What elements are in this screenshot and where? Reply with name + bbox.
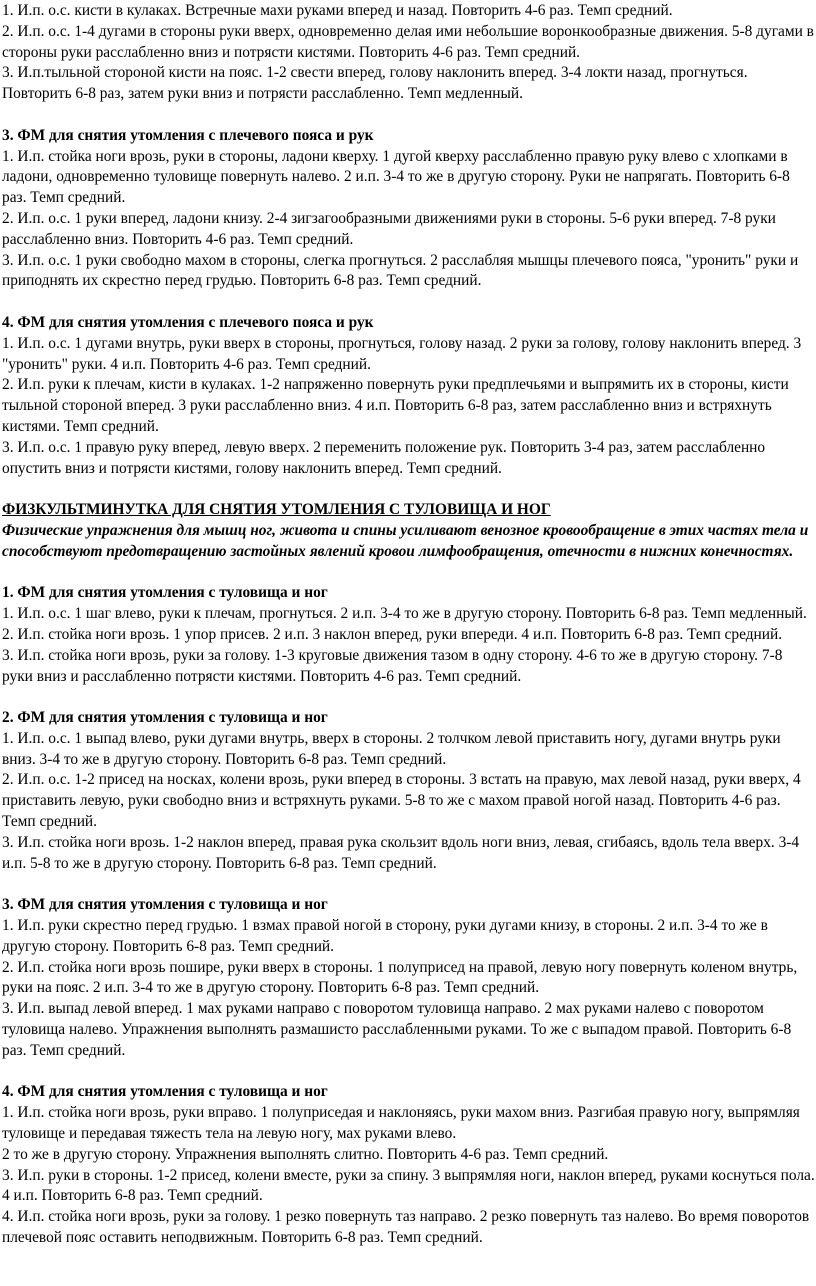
exercise-item: 1. И.п. стойка ноги врозь, руки в стороны, ладони кверху. 1 дугой кверху расслабленно правую руку влево с хлопками в ладони, одновременно туловище повернуть налево. 2 и.п. 3-4 то же в другую сторону. Руки не напрягать. Повторить 6-8 раз. Темп средний. — [2, 147, 790, 207]
spacer — [2, 874, 815, 895]
exercise-item: 3. И.п. о.с. 1 правую руку вперед, левую вверх. 2 переменить положение рук. Повторить 3-4 раз, затем расслабленно опустить вниз и потрясти кистями, голову наклонить вперед. Темп средний. — [2, 438, 766, 477]
exercise-item: 3. И.п. выпад левой вперед. 1 мах руками направо с поворотом туловища направо. 2 мах руками налево с поворотом туловища налево. Упражнения выполнять размашисто расслабленными руками. То же с выпадом правой. Повторить 6-8 раз. Темп средний. — [2, 1000, 792, 1059]
exercise-block-shoulders-4 — [2, 313, 815, 479]
exercise-item: 2. И.п. о.с. 1-4 дугами в стороны руки вверх, одновременно делая ими небольшие воронкообразные движения. 5-8 дугами в стороны руки расслабленно вниз и потрясти кистями. Повторить 4-6 раз. Темп средний. — [2, 22, 814, 61]
exercise-block-torso-4 — [2, 1082, 815, 1248]
exercise-item: 1. И.п. стойка ноги врозь, руки вправо. 1 полуприседая и наклоняясь, руки махом вниз. Разгибая правую ногу, выпрямляя туловище и передавая тяжесть тела на левую ногу, мах руками влево. — [2, 1104, 800, 1143]
exercise-block-torso-3 — [2, 895, 815, 1061]
exercise-item: 3. И.п. о.с. 1 руки свободно махом в стороны, слегка прогнуться. 2 расслабляя мышцы плечевого пояса, "уронить" руки и приподнять их скрестно перед грудью. Повторить 6-8 раз. Темп средний. — [2, 251, 799, 290]
exercise-item: 1. И.п. о.с. 1 дугами внутрь, руки вверх в стороны, прогнуться, голову назад. 2 руки за голову, голову наклонить вперед. 3 "уронить" руки. 4 и.п. Повторить 4-6 раз. Темп средний. — [2, 334, 802, 373]
spacer — [2, 563, 815, 584]
exercise-block-torso-2 — [2, 708, 815, 874]
block-heading: 2. ФМ для снятия утомления с туловища и ног — [2, 709, 328, 727]
spacer — [2, 105, 815, 126]
block-heading: 3. ФМ для снятия утомления с плечевого пояса и рук — [2, 126, 374, 144]
exercise-item: 1. И.п. руки скрестно перед грудью. 1 взмах правой ногой в сторону, руки дугами книзу, в стороны. 2 и.п. 3-4 то же в другую сторону. Повторить 6-8 раз. Темп средний. — [2, 917, 768, 955]
spacer — [2, 479, 815, 500]
block-heading: 1. ФМ для снятия утомления с туловища и ног — [2, 584, 328, 602]
block-heading: 4. ФМ для снятия утомления с туловища и ног — [2, 1083, 328, 1101]
exercise-item: 2. И.п. о.с. 1 руки вперед, ладони книзу. 2-4 зигзагообразными движениями руки в стороны. 5-6 руки вперед. 7-8 руки расслабленно вниз. Повторить 4-6 раз. Темп средний. — [2, 209, 776, 248]
block-heading: 3. ФМ для снятия утомления с туловища и ног — [2, 896, 328, 914]
exercise-item: 2. И.п. о.с. 1-2 присед на носках, колени врозь, руки вперед в стороны. 3 встать на правую, мах левой назад, руки вверх, 4 приставить левую, руки свободно вниз и встряхнуть руками. 5-8 то же с махом правой ногой назад. Повторить 4-6 раз. Темп средний. — [2, 771, 801, 831]
exercise-item: 1. И.п. о.с. 1 выпад влево, руки дугами внутрь, вверх в стороны. 2 толчком левой приставить ногу, дугами внутрь руки вниз. 3-4 то же в другую сторону. Повторить 6-8 раз. Темп средний. — [2, 729, 781, 768]
exercise-item: 3. И.п.тыльной стороной кисти на пояс. 1-2 свести вперед, голову наклонить вперед. 3-4 локти назад, прогнуться. Повторить 6-8 раз, затем руки вниз и потрясти расслабленно. Темп медленный. — [2, 64, 748, 103]
spacer — [2, 1062, 815, 1083]
exercise-item: 1. И.п. о.с. 1 шаг влево, руки к плечам, прогнуться. 2 и.п. 3-4 то же в другую сторону. Повторить 6-8 раз. Темп медленный. — [2, 605, 807, 623]
exercise-item: 2 то же в другую сторону. Упражнения выполнять слитно. Повторить 4-6 раз. Темп средний. — [2, 1145, 609, 1163]
exercise-item: 3. И.п. стойка ноги врозь. 1-2 наклон вперед, правая рука скользит вдоль ноги вниз, левая, сгибаясь, вдоль тела вверх. 3-4 и.п. 5-8 то же в другую сторону. Повторить 6-8 раз. Темп средний. — [2, 833, 800, 872]
exercise-item: 1. И.п. о.с. кисти в кулаках. Встречные махи руками вперед и назад. Повторить 4-6 раз. Темп средний. — [2, 2, 673, 19]
exercise-item: 3. И.п. руки в стороны. 1-2 присед, колени вместе, руки за спину. 3 выпрямляя ноги, наклон вперед, руками коснуться пола. 4 и.п. Повторить 6-8 раз. Темп средний. — [2, 1166, 815, 1205]
exercise-item: 3. И.п. стойка ноги врозь, руки за голову. 1-3 круговые движения тазом в одну сторону. 4-6 то же в другую сторону. 7-8 руки вниз и расслабленно потрясти кистями. Повторить 4-6 раз. Темп средний. — [2, 646, 783, 685]
exercise-item: 2. И.п. стойка ноги врозь. 1 упор присев. 2 и.п. 3 наклон вперед, руки впереди. 4 и.п. Повторить 6-8 раз. Темп средний. — [2, 625, 783, 643]
spacer — [2, 687, 815, 708]
spacer — [2, 292, 815, 313]
exercise-item: 4. И.п. стойка ноги врозь, руки за голову. 1 резко повернуть таз направо. 2 резко повернуть таз налево. Во время поворотов плечевой пояс оставить неподвижным. Повторить 6-8 раз. Темп средний. — [2, 1208, 810, 1247]
exercise-block-torso-1 — [2, 583, 815, 687]
exercise-block-shoulders-3 — [2, 126, 815, 292]
exercise-item: 2. И.п. стойка ноги врозь пошире, руки вверх в стороны. 1 полуприсед на правой, левую ногу повернуть коленом внутрь, руки на пояс. 2 и.п. 3-4 то же в другую сторону. Повторить 6-8 раз. Темп средний. — [2, 958, 798, 997]
exercise-block-continued — [2, 1, 815, 105]
exercise-item: 2. И.п. руки к плечам, кисти в кулаках. 1-2 напряженно повернуть руки предплечьями и выпрямить их в стороны, кисти тыльной стороной вперед. 3 руки расслабленно вниз. 4 и.п. Повторить 6-8 раз, затем расслабленно вниз и встряхнуть кистями. Темп средний. — [2, 376, 789, 435]
block-heading: 4. ФМ для снятия утомления с плечевого пояса и рук — [2, 313, 374, 331]
section-intro: Физические упражнения для мышц ног, живота и спины усиливают венозное кровообращение в этих частях тела и способствуют предотвращению застойных явлений кровои лимфообращения, отечности в нижних конечностях. — [2, 521, 809, 560]
section-header — [2, 500, 815, 562]
section-title: ФИЗКУЛЬТМИНУТКА ДЛЯ СНЯТИЯ УТОМЛЕНИЯ С ТУЛОВИЩА И НОГ — [2, 501, 551, 519]
